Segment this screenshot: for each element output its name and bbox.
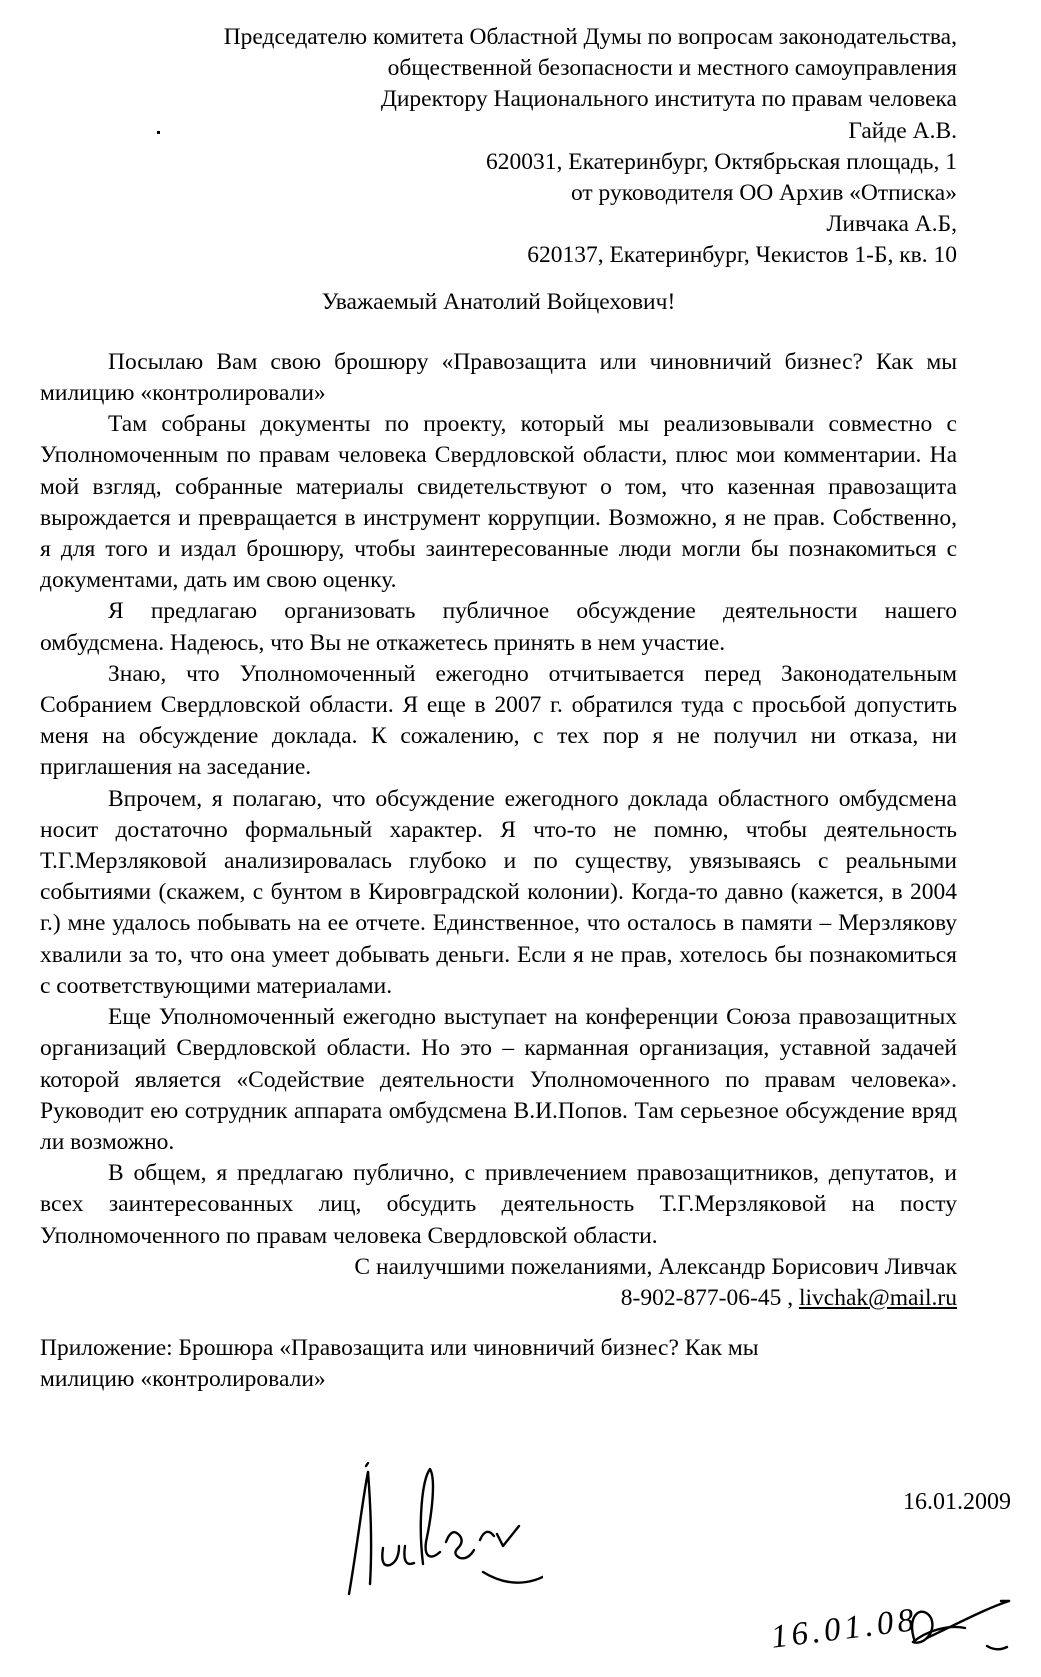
- letter-body: [40, 347, 957, 1252]
- header-line-sender-name: Ливчака А.Б,: [826, 211, 957, 238]
- date-printed: 16.01.2009: [903, 1489, 1011, 1515]
- paragraph: Посылаю Вам свою брошюру «Правозащита или чиновничий бизнес? Как мы милицию «контролировали»: [40, 348, 957, 407]
- paragraph: В общем, я предлагаю публично, с привлечением правозащитников, депутатов, и всех заинтересованных лиц, обсудить деятельность Т.Г.Мерзляковой на посту Уполномоченного по правам человека Свердловской области.: [40, 1160, 957, 1249]
- handwritten-date-initials-icon: [765, 1592, 1020, 1657]
- phone-number: 8-902-877-06-45 ,: [620, 1284, 794, 1311]
- contact-line: [40, 1283, 957, 1314]
- email-link[interactable]: livchak@mail.ru: [798, 1284, 957, 1311]
- closing-regards-line: С наилучшими пожеланиями, Александр Борисович Ливчак: [354, 1253, 957, 1280]
- paragraph: Впрочем, я полагаю, что обсуждение ежегодного доклада областного омбудсмена носит достаточно формальный характер. Я что-то не помню, чтобы деятельность Т.Г.Мерзляковой анализировалась глубоко и по существу, увязываясь с реальными событиями (скажем, с бунтом в Кировградской колонии). Когда-то давно (кажется, в 2004 г.) мне удалось побывать на ее отчете. Единственное, что осталось в памяти – Мерзлякову хвалили за то, что она умеет добывать деньги. Если я не прав, хотелось бы познакомиться с соответствующими материалами.: [40, 785, 957, 999]
- paragraph: Там собраны документы по проекту, который мы реализовывали совместно с Уполномоченным по правам человека Свердловской области, плюс мои комментарии. На мой взгляд, собранные материалы свидетельствуют о том, что казенная правозащита вырождается и превращается в инструмент коррупции. Возможно, я не прав. Собственно, я для того и издал брошюру, чтобы заинтересованные люди могли бы познакомиться с документами, дать им свою оценку.: [40, 411, 957, 594]
- header-line: Председателю комитета Областной Думы по вопросам законодательства,: [223, 24, 957, 50]
- header-line-sender-address: 620137, Екатеринбург, Чекистов 1-Б, кв. 10: [527, 242, 957, 269]
- handwritten-signature-icon: [333, 1462, 543, 1617]
- attachment-note: Приложение: Брошюра «Правозащита или чиновничий бизнес? Как мы милицию «контролировали»: [40, 1335, 759, 1393]
- paragraph: Знаю, что Уполномоченный ежегодно отчитывается перед Законодательным Собранием Свердловской области. Я еще в 2007 г. обратился туда с просьбой допустить меня на обсуждение доклада. К сожалению, с тех пор я не получил ни отказа, ни приглашения на заседание.: [40, 660, 957, 781]
- header-line-recipient-name: Гайде А.В.: [848, 117, 957, 144]
- header-line: Директору Национального института по правам человека: [380, 86, 957, 113]
- paragraph: Еще Уполномоченный ежегодно выступает на конференции Союза правозащитных организаций Свердловской области. Но это – карманная организация, уставной задачей которой является «Содействие деятельности Уполномоченного по правам человека». Руководит ею сотрудник аппарата омбудсмена В.И.Попов. Там серьезное обсуждение вряд ли возможно.: [40, 1004, 957, 1155]
- closing-block: [40, 1252, 957, 1314]
- recipient-address-block: [40, 22, 957, 272]
- paragraph: Я предлагаю организовать публичное обсуждение деятельности нашего омбудсмена. Надеюсь, что Вы не откажетесь принять в нем участие.: [40, 598, 957, 656]
- salutation: Уважаемый Анатолий Войцехович!: [321, 288, 676, 315]
- header-line: общественной безопасности и местного самоуправления: [387, 55, 957, 82]
- handwritten-date-text: 16.01.08: [769, 1601, 920, 1656]
- header-line-sender: от руководителя ОО Архив «Отписка»: [570, 180, 957, 207]
- header-line-recipient-address: 620031, Екатеринбург, Октябрьская площадь, 1: [485, 148, 957, 175]
